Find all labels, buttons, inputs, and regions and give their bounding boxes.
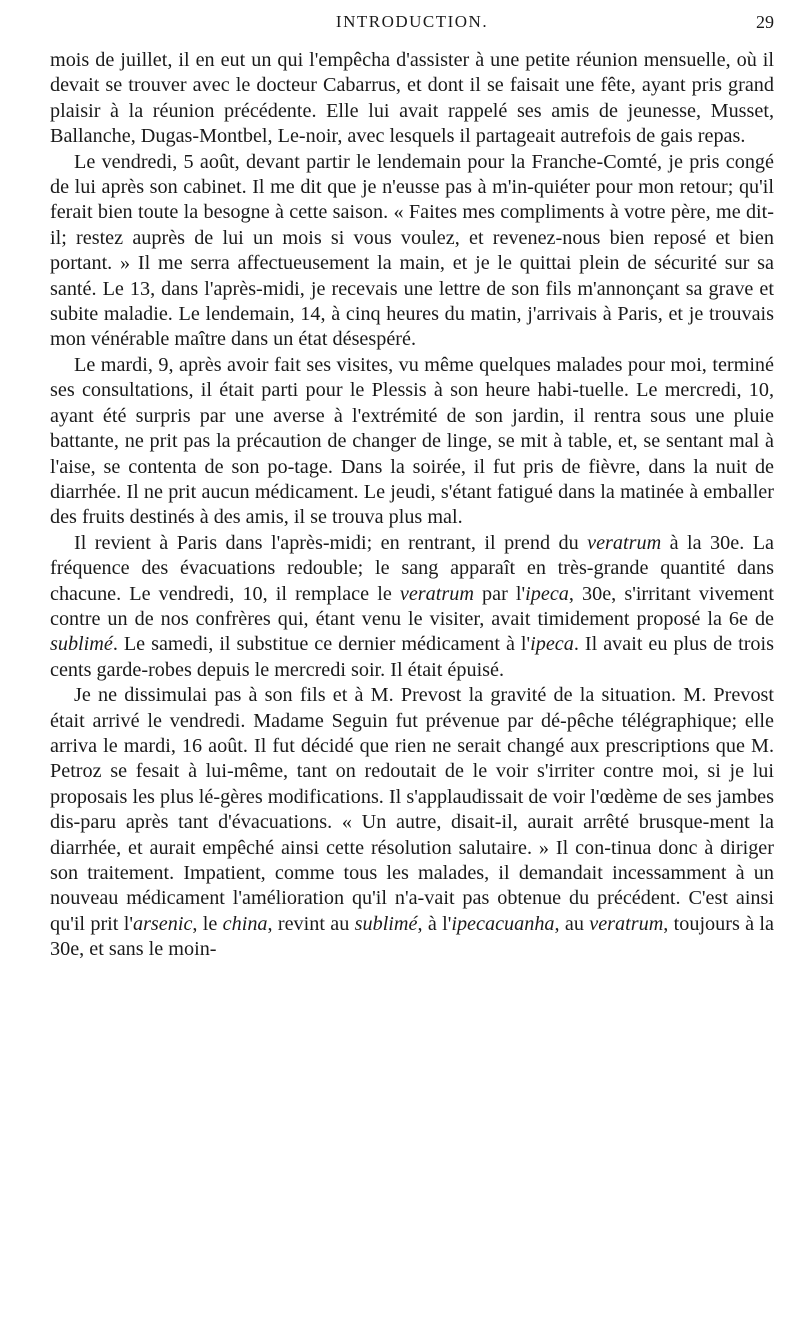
text-run: . Le samedi, il substitue ce dernier médicament à l' xyxy=(112,633,531,656)
paragraph xyxy=(50,48,774,150)
text-run: par l' xyxy=(473,582,526,605)
italic-term: arsenic xyxy=(132,912,193,935)
body-text xyxy=(50,48,774,963)
italic-term: veratrum xyxy=(587,531,662,554)
italic-term: ipecacuanha xyxy=(451,912,555,935)
italic-term: ipeca xyxy=(525,582,569,605)
text-run: , toujours à la 30e, et sans le moin- xyxy=(50,912,774,961)
text-run: . Il avait eu plus de trois cents garde-robes depuis le mercredi soir. Il était épuisé. xyxy=(50,633,774,681)
text-run: , à l' xyxy=(417,912,452,935)
text-run: mois de juillet, il en eut un qui l'empêcha d'assister à une petite réunion mensuelle, où il devait se trouver avec le docteur Cabarrus, et dont il se faisait une fête, ayant pris grand plaisir à la réunion précédente. Elle lui avait rappelé ses amis de jeunesse, Musset, Ballanche, Dugas-Montbel, Le-noir, avec lesquels il partageait autrefois de gais repas. xyxy=(50,49,774,148)
italic-term: china xyxy=(222,912,268,935)
italic-term: ipeca xyxy=(530,633,574,656)
running-title: INTRODUCTION. xyxy=(335,12,489,31)
text-run: à la 30e. La fréquence des évacuations redouble; le sang apparaît en très-grande quantité dans chacune. Le vendredi, 10, il remplace le xyxy=(50,531,774,605)
text-run: , revint au xyxy=(267,912,355,935)
page-number: 29 xyxy=(756,12,774,32)
italic-term: sublimé xyxy=(354,912,418,935)
italic-term: veratrum xyxy=(399,582,474,605)
italic-term: sublimé xyxy=(50,633,113,656)
running-head xyxy=(50,8,774,36)
text-run: , le xyxy=(192,912,223,935)
paragraph xyxy=(50,150,774,353)
paragraph xyxy=(50,683,774,962)
text-run: Je ne dissimulai pas à son fils et à M. Prevost la gravité de la situation. M. Prevost était arrivé le vendredi. Madame Seguin fut prévenue par dé-pêche télégraphique; elle arriva le mardi, 16 août. Il fut décidé que rien ne serait changé aux prescriptions que M. Petroz se fesait à lui-même, tant on redoutait de le voir s'irriter contre moi, si je lui proposais les plus lé-gères modifications. Il s'applaudissait de voir l'œdème de ses jambes dis-paru après tant d'évacuations. « Un autre, disait-il, aurait arrêté brusque-ment la diarrhée, et aurait empêché ainsi cette résolution salutaire. » Il con-tinua donc à diriger son traitement. Impatient, comme tous les malades, il demandait incessamment à un nouveau médicament l'amélioration qu'il n'a-vait pas obtenue du précédent. C'est ainsi qu'il prit l' xyxy=(50,684,774,935)
text-run: , 30e, s'irritant vivement contre un de nos confrères qui, étant venu le visiter, avait timidement proposé la 6e de xyxy=(50,582,774,630)
text-run: Le vendredi, 5 août, devant partir le lendemain pour la Franche-Comté, je pris congé de lui après son cabinet. Il me dit que je n'eusse pas à m'in-quiéter pour mon retour; qu'il ferait bien toute la besogne à cette saison. « Faites mes compliments à votre père, me dit-il; restez auprès de lui un mois si vous voulez, et revenez-nous bien reposé et bien portant. » Il me serra affectueusement la main, et je le quittai plein de sécurité sur sa santé. Le 13, dans l'après-midi, je recevais une lettre de son fils m'annonçant sa grave et subite maladie. Le lendemain, 14, à cinq heures du matin, j'arrivais à Paris, et je trouvais mon vénérable maître dans un état désespéré. xyxy=(50,150,774,351)
text-run: , au xyxy=(554,912,590,935)
paragraph xyxy=(50,353,774,531)
text-run: Le mardi, 9, après avoir fait ses visites, vu même quelques malades pour moi, terminé ses consultations, il était parti pour le Plessis à son heure habi-tuelle. Le mercredi, 10, ayant été surpris par une averse à l'extrémité de son jardin, il rentra sous une pluie battante, ne prit pas la précaution de changer de linge, se mit à table, et, se sentant mal à l'aise, se contenta de son po-tage. Dans la soirée, il fut pris de fièvre, dans la nuit de diarrhée. Il ne prit aucun médicament. Le jeudi, s'étant fatigué dans la matinée à emballer des fruits destinés à des amis, il se trouva plus mal. xyxy=(50,353,774,529)
text-run: Il revient à Paris dans l'après-midi; en rentrant, il prend du xyxy=(74,531,588,554)
italic-term: veratrum xyxy=(589,912,664,935)
paragraph xyxy=(50,531,774,683)
